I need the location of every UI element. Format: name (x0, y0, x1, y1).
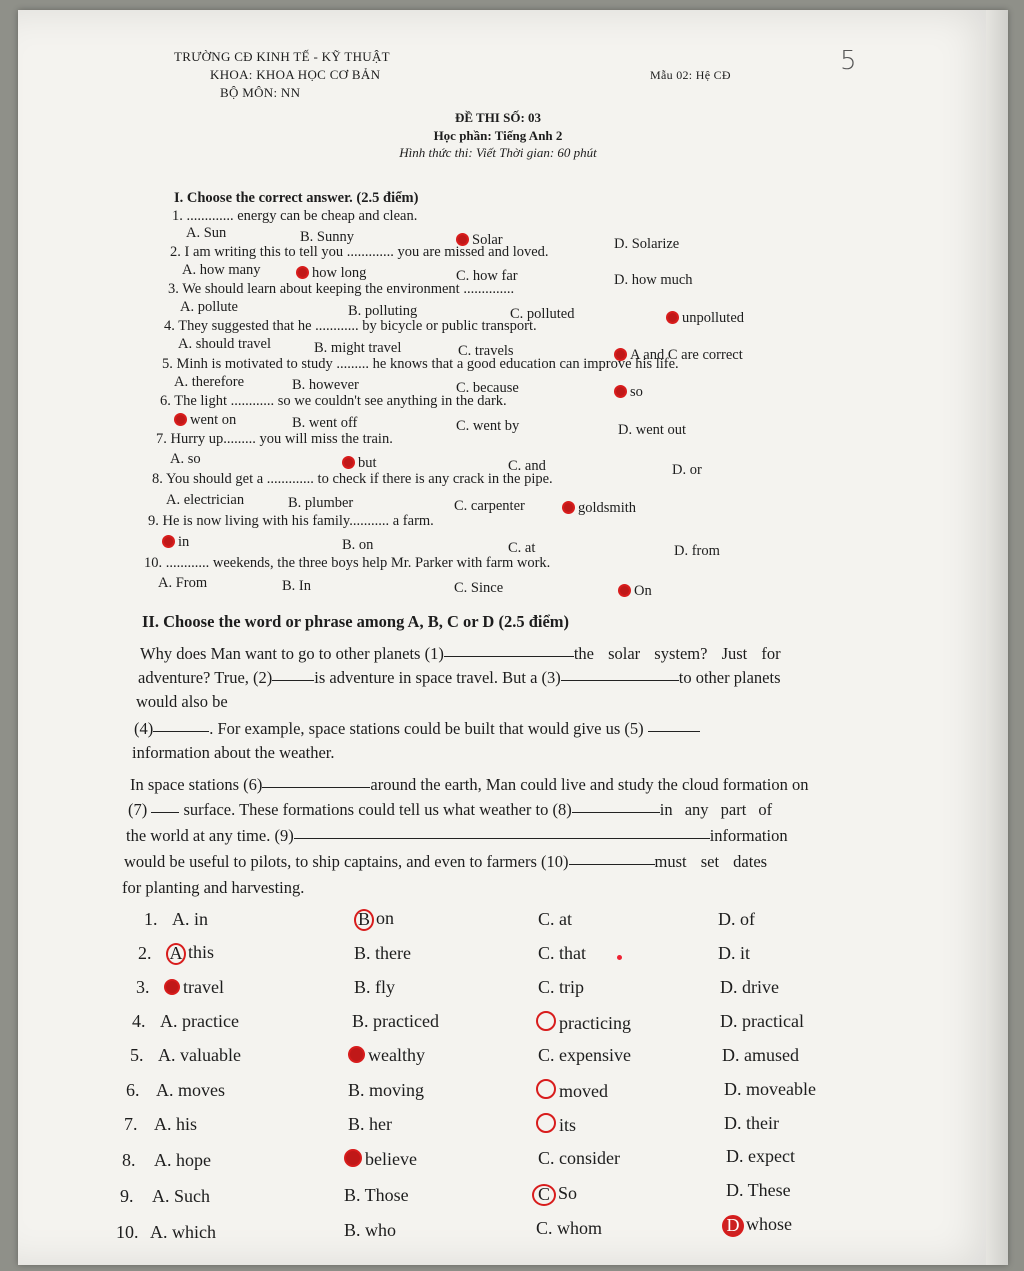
answer-mark-icon (536, 1113, 556, 1133)
ans5-option-d: D. amused (722, 1045, 799, 1065)
ans7-option-d: D. their (724, 1113, 779, 1133)
answer-mark-icon (536, 1079, 556, 1099)
answer-ring-icon: A (166, 943, 186, 965)
q3-option-a: A. pollute (180, 299, 238, 315)
ans9-number: 9. (120, 1186, 134, 1206)
q4-stem: 4. They suggested that he ............ by bicycle or public transport. (164, 318, 537, 334)
answer-mark-icon (562, 501, 575, 514)
ans6-option-a: A. moves (156, 1080, 225, 1100)
passage-line-4: (4) . For example, space stations could be built that would give us (5) (134, 717, 700, 741)
q3-option-b: B. polluting (348, 303, 418, 319)
q1-option-a: A. Sun (186, 225, 227, 241)
ans8-option-a: A. hope (154, 1150, 211, 1170)
course-name: Học phần: Tiếng Anh 2 (433, 128, 563, 143)
q6-option-d: D. went out (618, 422, 687, 438)
answer-mark-icon (344, 1149, 362, 1167)
ans7-number: 7. (124, 1114, 138, 1134)
q1-stem: 1. ............. energy can be cheap and clean. (172, 208, 418, 224)
q10-option-b: B. In (282, 578, 311, 594)
ans1-option-d: D. of (718, 909, 755, 929)
ans2-option-c: C. that (538, 943, 586, 963)
ans5-option-c: C. expensive (538, 1045, 631, 1065)
ans9-option-d: D. These (726, 1180, 791, 1200)
ans7-option-b: B. her (348, 1114, 392, 1134)
ans10-option-b: B. who (344, 1220, 397, 1240)
ans4-option-d: D. practical (720, 1011, 804, 1031)
q3-option-d: unpolluted (666, 310, 744, 327)
ink-dot (617, 955, 622, 960)
passage-line-9: would be useful to pilots, to ship captains, and even to farmers (10) must set dates (124, 852, 768, 871)
ans8-option-d: D. expect (726, 1146, 795, 1166)
part2-title: II. Choose the word or phrase among A, B, C or D (2.5 điểm) (142, 612, 570, 631)
q7-option-c: C. and (508, 458, 546, 474)
paper-edge (986, 10, 1008, 1265)
ans10-option-d: D whose (722, 1214, 792, 1237)
form-label: Mẫu 02: Hệ CĐ (650, 68, 731, 82)
q5-option-d: so (614, 384, 643, 401)
ans7-option-a: A. his (154, 1114, 198, 1134)
answer-mark-icon (174, 413, 187, 426)
passage-line-2: adventure? True, (2) is adventure in space travel. But a (3) to other planets (138, 668, 781, 687)
q8-option-c: C. carpenter (454, 498, 525, 514)
q5-option-b: B. however (292, 377, 359, 393)
faculty-name: KHOA: KHOA HỌC CƠ BẢN (210, 67, 381, 82)
ans6-option-d: D. moveable (724, 1079, 816, 1099)
answer-mark-icon (666, 311, 679, 324)
ans10-option-c: C. whom (536, 1218, 603, 1238)
passage-line-3: would also be (136, 692, 228, 711)
q6-option-b: B. went off (292, 415, 358, 431)
q6-stem: 6. The light ............ so we couldn't see anything in the dark. (160, 393, 507, 409)
answer-mark-icon (614, 385, 627, 398)
q10-option-d: On (618, 583, 652, 600)
passage-line-1: Why does Man want to go to other planets (1) the solar system? Just for (140, 644, 781, 663)
ans5-option-a: A. valuable (158, 1045, 241, 1065)
ans1-option-b: B on (354, 908, 394, 931)
q8-option-b: B. plumber (288, 495, 354, 511)
school-name: TRƯỜNG CĐ KINH TẾ - KỸ THUẬT (174, 49, 390, 64)
answer-mark-icon (348, 1046, 365, 1063)
ans3-option-d: D. drive (720, 977, 779, 997)
ans4-option-c: practicing (536, 1011, 631, 1034)
q9-stem: 9. He is now living with his family........... a farm. (148, 513, 434, 529)
answer-mark-icon (618, 584, 631, 597)
ans8-option-b: believe (344, 1149, 417, 1170)
exam-sheet (18, 10, 1008, 1265)
answer-mark-icon (536, 1011, 556, 1031)
ans1-number: 1. (144, 909, 158, 929)
ans4-number: 4. (132, 1011, 146, 1031)
q9-option-a: in (162, 534, 189, 551)
ans5-number: 5. (130, 1045, 144, 1065)
ans3-option-a: travel (164, 977, 224, 998)
ans1-option-c: C. at (538, 909, 572, 929)
q9-option-c: C. at (508, 540, 536, 556)
ans6-option-c: moved (536, 1079, 608, 1102)
answer-mark-icon (342, 456, 355, 469)
exam-format: Hình thức thi: Viết Thời gian: 60 phút (399, 145, 597, 160)
q7-option-a: A. so (170, 451, 201, 467)
ans1-option-a: A. in (172, 909, 208, 929)
q2-stem: 2. I am writing this to tell you ............. you are missed and loved. (170, 244, 549, 260)
ans7-option-c: its (536, 1113, 576, 1136)
ans3-option-c: C. trip (538, 977, 585, 997)
q8-option-a: A. electrician (166, 492, 245, 508)
q1-option-b: B. Sunny (300, 229, 354, 245)
q1-option-d: D. Solarize (614, 236, 680, 252)
ans6-option-b: B. moving (348, 1080, 425, 1100)
answer-ring-icon: D (722, 1215, 744, 1237)
q2-option-d: D. how much (614, 272, 693, 288)
q9-option-b: B. on (342, 537, 374, 553)
ans2-number: 2. (138, 943, 152, 963)
ans9-option-a: A. Such (152, 1186, 210, 1206)
q2-option-b: how long (296, 265, 366, 282)
ans8-option-c: C. consider (538, 1148, 620, 1168)
ans2-option-d: D. it (718, 943, 751, 963)
q3-option-c: C. polluted (510, 306, 575, 322)
answer-ring-icon: C (532, 1184, 556, 1206)
ans6-number: 6. (126, 1080, 140, 1100)
ans9-option-c: C So (532, 1183, 577, 1206)
q2-option-a: A. how many (182, 262, 261, 278)
ans4-option-b: B. practiced (352, 1011, 439, 1031)
q7-option-b: but (342, 455, 377, 472)
passage-line-8: the world at any time. (9) information (126, 826, 788, 845)
q10-option-a: A. From (158, 575, 208, 591)
ans2-option-a: A this (166, 942, 214, 965)
q2-option-c: C. how far (456, 268, 518, 284)
passage-line-10: for planting and harvesting. (122, 878, 305, 897)
passage-line-7: (7) surface. These formations could tell us what weather to (8) in any part of (128, 800, 773, 819)
q9-option-d: D. from (674, 543, 720, 559)
ans3-number: 3. (136, 977, 150, 997)
answer-mark-icon (296, 266, 309, 279)
q7-option-d: D. or (672, 462, 702, 478)
passage-line-5: information about the weather. (132, 743, 335, 762)
q8-option-d: goldsmith (562, 500, 636, 517)
q4-option-b: B. might travel (314, 340, 402, 356)
q6-option-c: C. went by (456, 418, 520, 434)
exam-number: ĐỀ THI SỐ: 03 (454, 110, 542, 125)
ans3-option-b: B. fly (354, 977, 396, 997)
q6-option-a: went on (174, 412, 236, 429)
q8-stem: 8. You should get a ............. to check if there is any crack in the pipe. (152, 471, 553, 487)
q3-stem: 3. We should learn about keeping the environment .............. (168, 281, 515, 297)
ans5-option-b: wealthy (348, 1045, 425, 1066)
q5-option-c: C. because (456, 380, 519, 396)
department-name: BỘ MÔN: NN (220, 85, 301, 100)
q4-option-c: C. travels (458, 343, 514, 359)
page-number: 5 (840, 46, 857, 76)
q5-option-a: A. therefore (174, 374, 245, 390)
passage-line-6: In space stations (6) around the earth, Man could live and study the cloud formation on (130, 775, 809, 794)
ans10-option-a: A. which (150, 1222, 216, 1242)
ans4-option-a: A. practice (160, 1011, 239, 1031)
q7-stem: 7. Hurry up......... you will miss the train. (156, 431, 393, 447)
q4-option-d: A and C are correct (614, 347, 743, 364)
answer-mark-icon (162, 535, 175, 548)
q10-stem: 10. ............ weekends, the three boys help Mr. Parker with farm work. (144, 555, 551, 571)
answer-mark-icon (164, 979, 180, 995)
q4-option-a: A. should travel (178, 336, 272, 352)
answer-ring-icon: B (354, 909, 374, 931)
q1-option-c: Solar (456, 232, 503, 249)
ans8-number: 8. (122, 1150, 136, 1170)
ans2-option-b: B. there (354, 943, 411, 963)
q10-option-c: C. Since (454, 580, 504, 596)
ans10-number: 10. (116, 1222, 139, 1242)
part1-title: I. Choose the correct answer. (2.5 điểm) (174, 190, 419, 206)
q5-stem: 5. Minh is motivated to study ......... he knows that a good education can improve his life. (162, 356, 679, 372)
ans9-option-b: B. Those (344, 1185, 409, 1205)
